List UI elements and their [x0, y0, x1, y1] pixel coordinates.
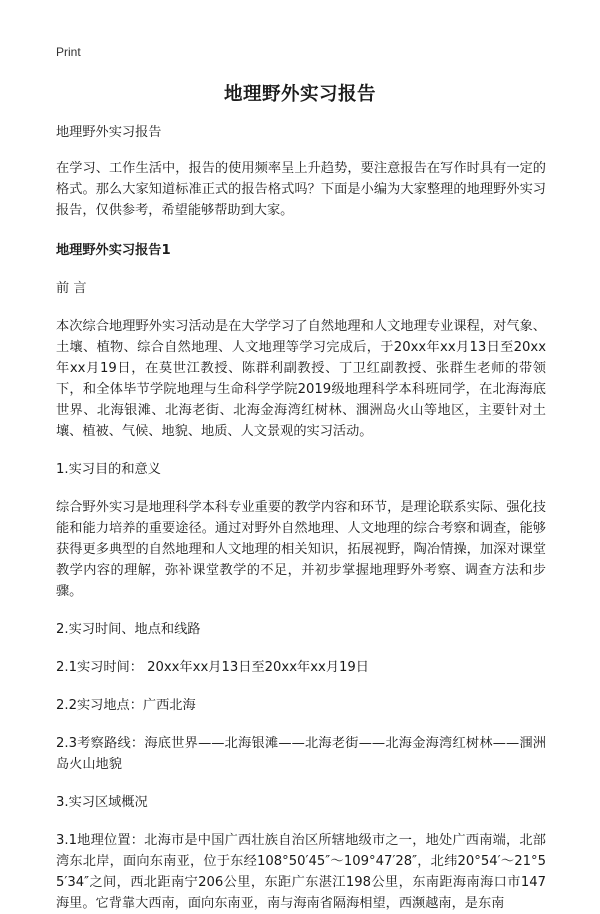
section-2-2: 2.2实习地点：广西北海	[56, 698, 196, 713]
page-title: 地理野外实习报告	[223, 84, 376, 105]
preface-heading: 前 言	[56, 281, 87, 296]
section-2-1: 2.1实习时间： 20xx年xx月13日至20xx年xx月19日	[56, 660, 369, 675]
section-2-3: 2.3考察路线：海底世界——北海银滩——北海老街——北海金海湾红树林——涠洲岛火山地貌	[56, 736, 546, 772]
section-2-heading: 2.实习时间、地点和线路	[56, 622, 201, 637]
preface-paragraph: 本次综合地理野外实习活动是在大学学习了自然地理和人文地理专业课程，对气象、土壤、植物、综合自然地理、人文地理等学习完成后，于20xx年xx月13日至20xx年xx月19日，在莫世江教授、陈群利副教授、丁卫红副教授、张群生老师的带领下，和全体毕节学院地理与生命科学学院2019级地理科学本科班同学，在北海海底世界、北海银滩、北海老街、北海金海湾红树林、涠洲岛火山等地区，主要针对土壤、植被、气候、地貌、地质、人文景观的实习活动。	[56, 319, 546, 439]
report-heading: 地理野外实习报告1	[56, 243, 171, 258]
document-body	[56, 122, 546, 914]
section-1-heading: 1.实习目的和意义	[56, 462, 161, 477]
intro-paragraph: 在学习、工作生活中，报告的使用频率呈上升趋势，要注意报告在写作时具有一定的格式。那么大家知道标准正式的报告格式吗？下面是小编为大家整理的地理野外实习报告，仅供参考，希望能够帮助到大家。	[56, 161, 546, 218]
section-3-1: 3.1地理位置：北海市是中国广西壮族自治区所辖地级市之一，地处广西南端，北部湾东北岸，面向东南亚，位于东经108°50′45″～109°47′28″，北纬20°54′～21°55′34″之间，西北距南宁206公里，东距广东湛江198公里，东南距海南海口市147海里。它背靠大西南，面向东南亚，南与海南省隔海相望，西濒越南，是东南	[56, 833, 546, 911]
section-1-paragraph: 综合野外实习是地理科学本科专业重要的教学内容和环节，是理论联系实际、强化技能和能力培养的重要途径。通过对野外自然地理、人文地理的综合考察和调查，能够获得更多典型的自然地理和人文地理的相关知识，拓展视野，陶冶情操，加深对课堂教学内容的理解，弥补课堂教学的不足，并初步掌握地理野外考察、调查方法和步骤。	[56, 500, 546, 599]
print-link[interactable]: Print	[56, 45, 81, 59]
section-3-heading: 3.实习区域概况	[56, 795, 148, 810]
document-subtitle: 地理野外实习报告	[56, 125, 162, 140]
